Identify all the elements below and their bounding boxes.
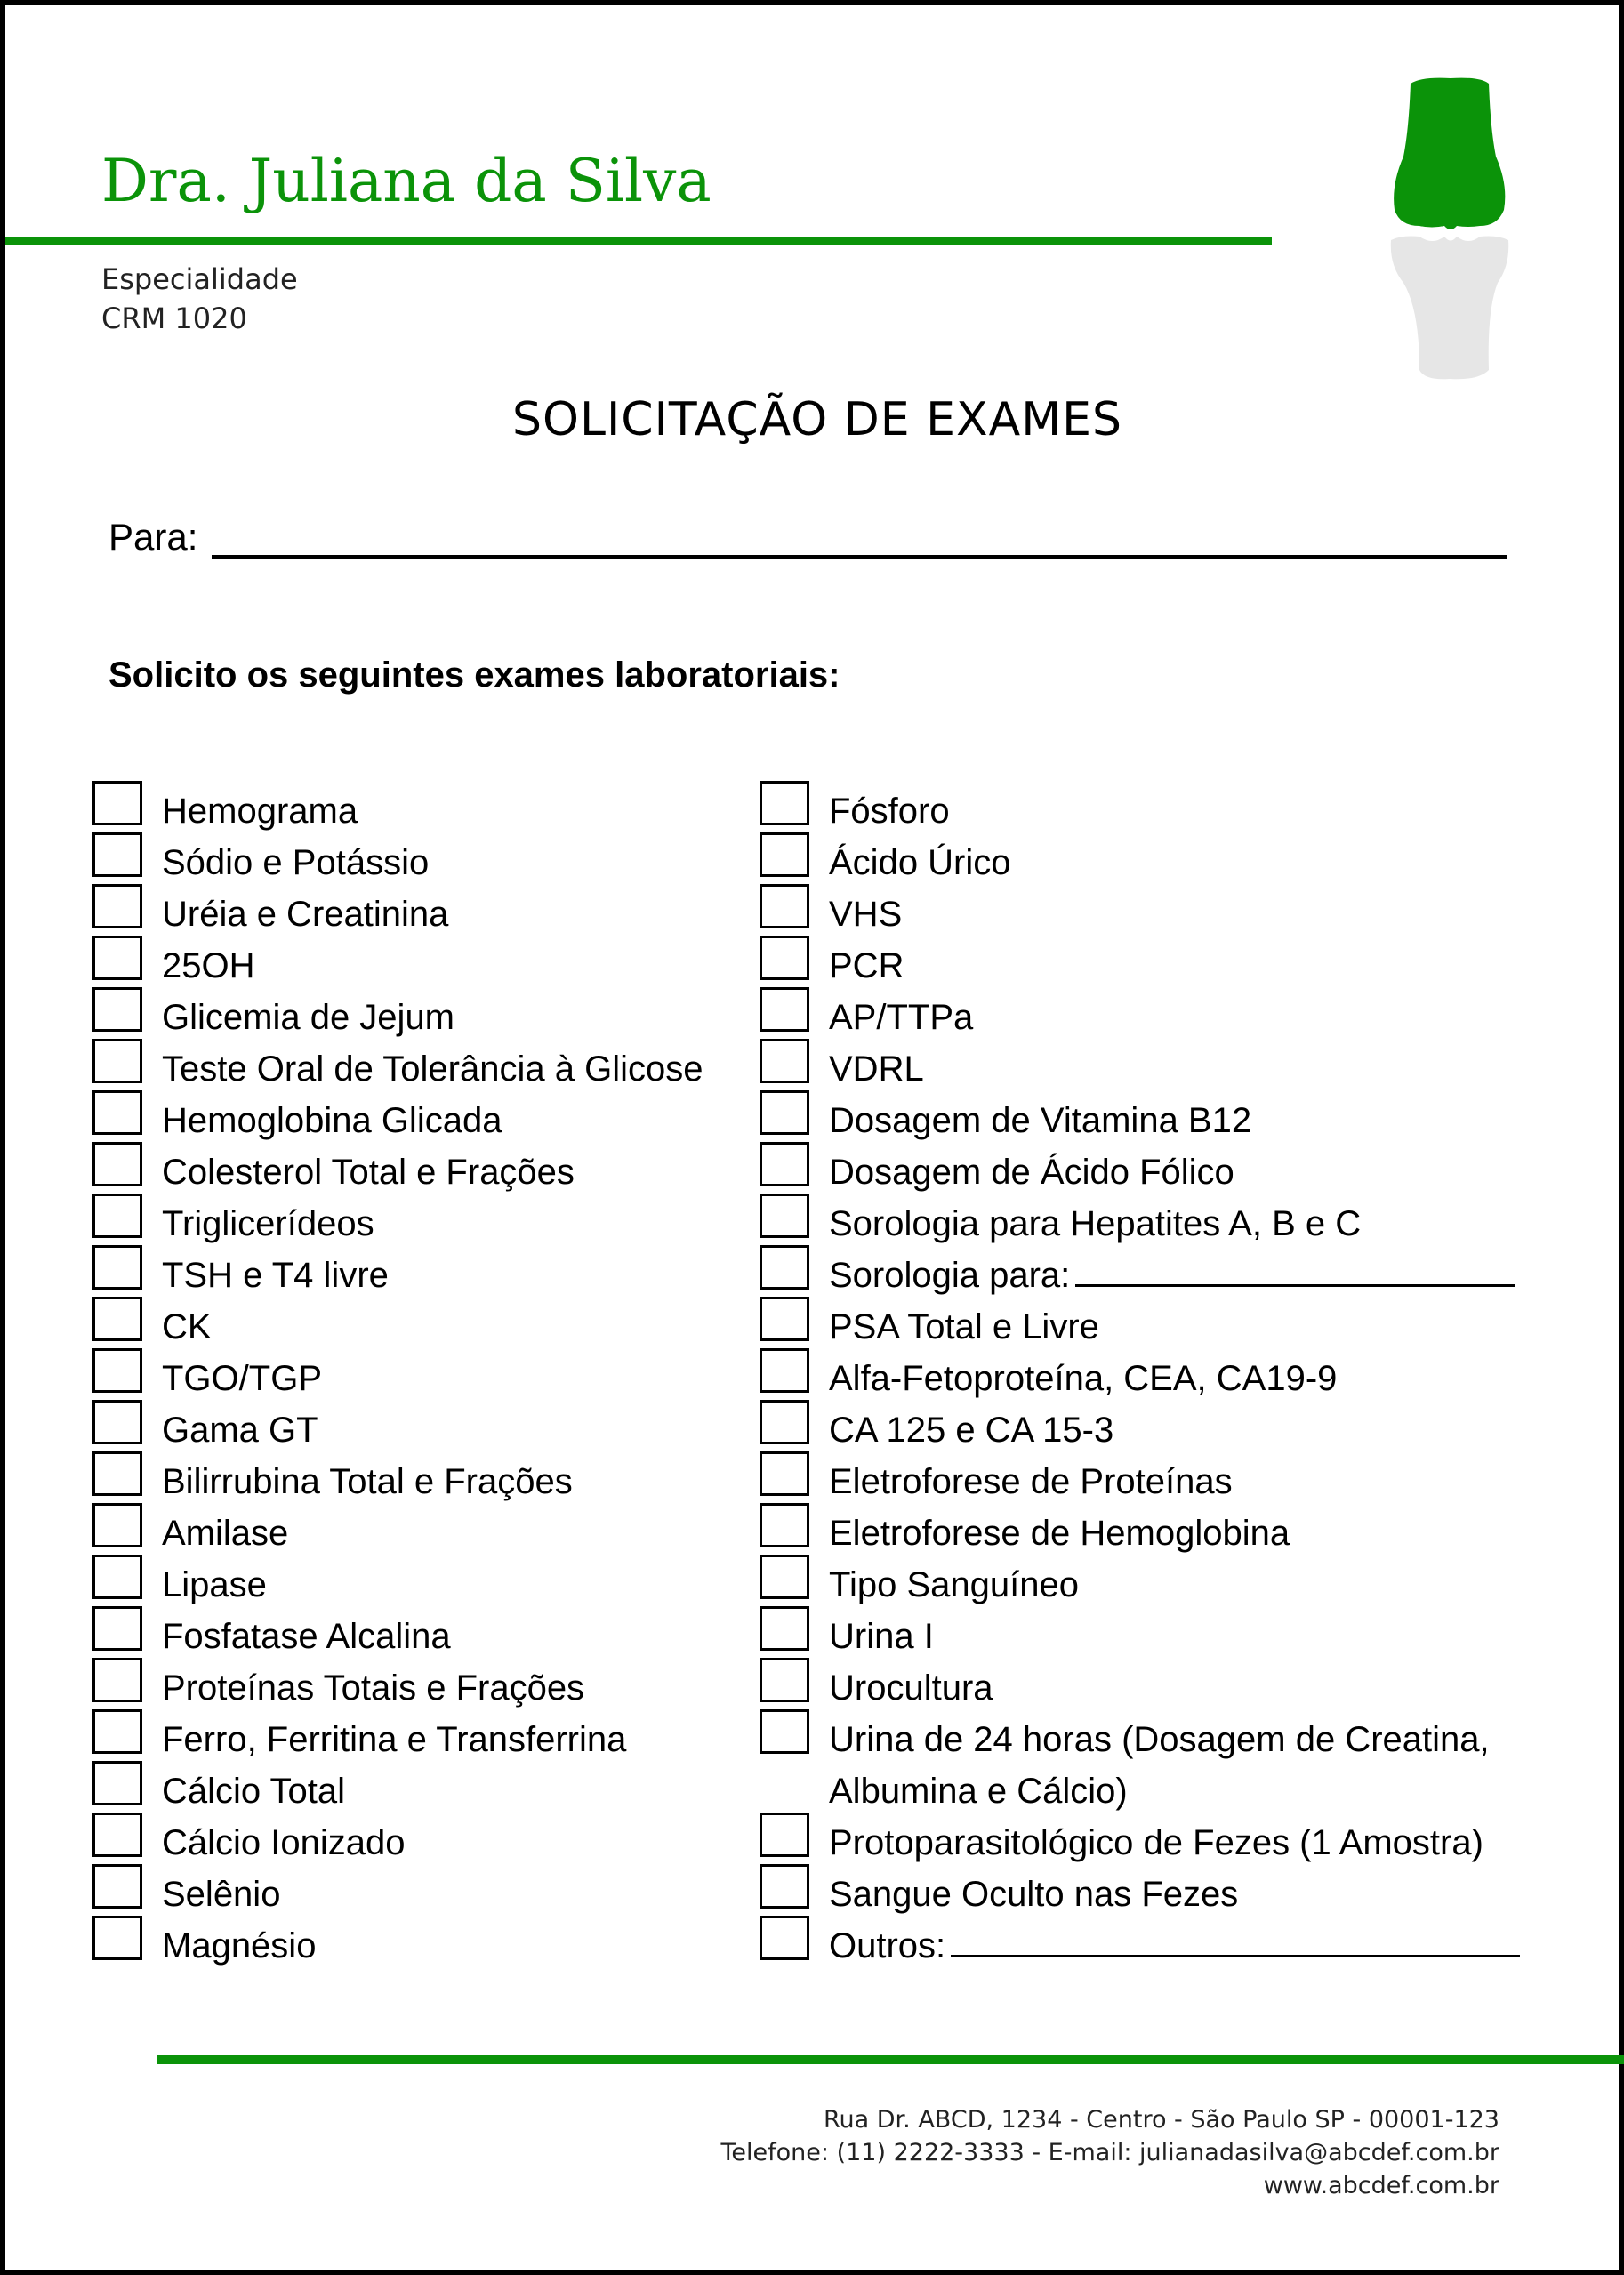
knee-joint-icon	[1384, 76, 1517, 383]
exam-checkbox[interactable]	[760, 1864, 809, 1909]
exam-checkbox[interactable]	[92, 1606, 142, 1651]
exam-checkbox[interactable]	[760, 936, 809, 980]
exam-checkbox[interactable]	[92, 1916, 142, 1960]
exam-item	[758, 932, 1558, 984]
exam-checkbox[interactable]	[760, 1245, 809, 1290]
exam-checkbox[interactable]	[92, 1142, 142, 1186]
exam-item	[758, 1242, 1558, 1293]
exam-checkbox[interactable]	[92, 987, 142, 1032]
exam-label: Fosfatase Alcalina	[162, 1617, 451, 1656]
exam-label: Urina I	[829, 1617, 934, 1656]
exam-label: Alfa-Fetoproteína, CEA, CA19-9	[829, 1359, 1338, 1398]
doctor-name: Dra. Juliana da Silva	[101, 147, 712, 215]
exam-label: Tipo Sanguíneo	[829, 1565, 1079, 1604]
exam-label: Bilirrubina Total e Frações	[162, 1462, 573, 1501]
sorologia-label: Sorologia para:	[829, 1256, 1071, 1295]
exam-label: Magnésio	[162, 1926, 317, 1966]
exam-item	[91, 777, 731, 829]
exam-item	[758, 1138, 1558, 1190]
exam-item	[758, 777, 1558, 829]
exam-checkbox[interactable]	[92, 1245, 142, 1290]
request-intro: Solicito os seguintes exames laboratoriais:	[109, 655, 840, 695]
exam-label: Ferro, Ferritina e Transferrina	[162, 1720, 627, 1759]
exam-item	[758, 1551, 1558, 1603]
exam-checkbox[interactable]	[760, 1555, 809, 1599]
exam-item	[91, 1551, 731, 1603]
exam-checkbox[interactable]	[760, 781, 809, 825]
exam-label: TSH e T4 livre	[162, 1256, 389, 1295]
exam-label: Urocultura	[829, 1668, 993, 1708]
exam-label: CK	[162, 1307, 212, 1347]
exam-item	[91, 1861, 731, 1912]
exam-label: VHS	[829, 895, 903, 934]
exam-item	[91, 1654, 731, 1706]
exam-item	[758, 1861, 1558, 1912]
exam-checkbox[interactable]	[92, 1297, 142, 1341]
exam-label: Sorologia para Hepatites A, B e C	[829, 1204, 1362, 1243]
exam-checkbox[interactable]	[92, 1864, 142, 1909]
footer-website[interactable]: www.abcdef.com.br	[1263, 2172, 1499, 2199]
exam-label: Protoparasitológico de Fezes (1 Amostra)	[829, 1823, 1483, 1862]
exam-checkbox[interactable]	[760, 1709, 809, 1754]
exam-checkbox[interactable]	[92, 781, 142, 825]
footer-address: Rua Dr. ABCD, 1234 - Centro - São Paulo SP - 00001-123	[823, 2106, 1499, 2134]
exam-label	[829, 1920, 1520, 1972]
exam-label: Glicemia de Jejum	[162, 998, 455, 1037]
exam-item	[758, 1087, 1558, 1138]
exam-item	[758, 1035, 1558, 1087]
exam-item	[91, 932, 731, 984]
exam-checkbox[interactable]	[760, 987, 809, 1032]
exam-label: Proteínas Totais e Frações	[162, 1668, 585, 1708]
femur-bone-shape	[1394, 78, 1505, 229]
exam-item	[91, 1912, 731, 1964]
exam-checkbox[interactable]	[92, 1400, 142, 1444]
exam-checkbox[interactable]	[92, 1194, 142, 1238]
exam-label: Lipase	[162, 1565, 267, 1604]
exam-label-line-2: Albumina e Cálcio)	[829, 1772, 1128, 1811]
exam-label: Hemoglobina Glicada	[162, 1101, 502, 1140]
exam-checkbox[interactable]	[92, 1503, 142, 1547]
exam-checkbox[interactable]	[760, 1348, 809, 1393]
exam-label: Teste Oral de Tolerância à Glicose	[162, 1049, 703, 1089]
exam-checkbox[interactable]	[92, 832, 142, 877]
exam-label-line-1: Urina de 24 horas (Dosagem de Creatina,	[829, 1720, 1490, 1759]
para-input-line[interactable]	[212, 555, 1507, 559]
exam-label: Ácido Úrico	[829, 843, 1011, 882]
exam-item	[91, 880, 731, 932]
exam-item	[758, 984, 1558, 1035]
exam-label: Cálcio Ionizado	[162, 1823, 406, 1862]
exam-item	[758, 1396, 1558, 1448]
exam-label: AP/TTPa	[829, 998, 974, 1037]
exam-checkbox[interactable]	[760, 1916, 809, 1960]
exam-label: Uréia e Creatinina	[162, 895, 449, 934]
exam-checkbox[interactable]	[92, 1658, 142, 1702]
exam-checkbox[interactable]	[92, 1555, 142, 1599]
exam-label: Colesterol Total e Frações	[162, 1153, 575, 1192]
exam-checkbox[interactable]	[760, 1142, 809, 1186]
outros-input-line[interactable]	[951, 1955, 1520, 1957]
exam-item	[758, 1190, 1558, 1242]
header-divider	[5, 237, 1272, 245]
exam-checkbox[interactable]	[760, 884, 809, 928]
footer-divider	[157, 2055, 1624, 2064]
exam-label	[829, 1714, 1490, 1817]
para-label: Para:	[109, 516, 198, 558]
exam-label: PCR	[829, 946, 904, 985]
exam-label: Dosagem de Vitamina B12	[829, 1101, 1252, 1140]
exam-checkbox[interactable]	[92, 1348, 142, 1393]
exam-item	[758, 1345, 1558, 1396]
exam-item	[91, 1138, 731, 1190]
exam-checkbox[interactable]	[760, 1606, 809, 1651]
exam-checkbox[interactable]	[92, 884, 142, 928]
exam-checkbox[interactable]	[92, 1039, 142, 1083]
exam-item	[91, 984, 731, 1035]
exam-label: Sangue Oculto nas Fezes	[829, 1875, 1239, 1914]
exam-checkbox[interactable]	[760, 1297, 809, 1341]
outros-label: Outros:	[829, 1926, 946, 1966]
exam-checkbox[interactable]	[760, 1451, 809, 1496]
exam-list-right	[758, 777, 1558, 1964]
exam-item	[758, 1706, 1558, 1809]
exam-item	[758, 829, 1558, 880]
exam-label: 25OH	[162, 946, 255, 985]
footer-contact: Telefone: (11) 2222-3333 - E-mail: julianadasilva@abcdef.com.br	[720, 2139, 1499, 2166]
exam-checkbox[interactable]	[92, 1090, 142, 1135]
exam-item	[758, 1809, 1558, 1861]
exam-item	[91, 829, 731, 880]
exam-list-left	[91, 777, 731, 1964]
exam-item	[91, 1603, 731, 1654]
exam-label: Cálcio Total	[162, 1772, 346, 1811]
form-title: SOLICITAÇÃO DE EXAMES	[512, 393, 1122, 446]
exam-item	[91, 1757, 731, 1809]
exam-label: Triglicerídeos	[162, 1204, 374, 1243]
exam-item	[91, 1035, 731, 1087]
exam-item	[91, 1242, 731, 1293]
exam-checkbox[interactable]	[760, 1400, 809, 1444]
exam-label: CA 125 e CA 15-3	[829, 1411, 1114, 1450]
exam-item	[91, 1448, 731, 1499]
exam-item	[758, 1603, 1558, 1654]
exam-label: Amilase	[162, 1514, 289, 1553]
exam-label: TGO/TGP	[162, 1359, 322, 1398]
sorologia-input-line[interactable]	[1075, 1284, 1515, 1287]
exam-checkbox[interactable]	[760, 832, 809, 877]
exam-item	[91, 1190, 731, 1242]
exam-label: Gama GT	[162, 1411, 318, 1450]
exam-checkbox[interactable]	[92, 1709, 142, 1754]
exam-label: Eletroforese de Hemoglobina	[829, 1514, 1290, 1553]
exam-item	[91, 1706, 731, 1757]
crm-number: CRM 1020	[101, 301, 247, 335]
exam-checkbox[interactable]	[92, 1761, 142, 1805]
exam-checkbox[interactable]	[760, 1039, 809, 1083]
exam-item	[758, 1654, 1558, 1706]
exam-checkbox[interactable]	[760, 1090, 809, 1135]
exam-item	[758, 1912, 1558, 1964]
exam-item	[91, 1293, 731, 1345]
exam-label: VDRL	[829, 1049, 924, 1089]
tibia-bone-shape	[1391, 237, 1508, 380]
exam-item	[91, 1396, 731, 1448]
exam-label: Sódio e Potássio	[162, 843, 430, 882]
exam-label: Fósforo	[829, 792, 950, 831]
exam-checkbox[interactable]	[760, 1194, 809, 1238]
exam-item	[91, 1499, 731, 1551]
exam-checkbox[interactable]	[92, 1813, 142, 1857]
exam-item	[91, 1345, 731, 1396]
exam-item	[758, 880, 1558, 932]
exam-item	[758, 1448, 1558, 1499]
exam-label: Dosagem de Ácido Fólico	[829, 1153, 1234, 1192]
exam-label: Eletroforese de Proteínas	[829, 1462, 1233, 1501]
exam-label: Selênio	[162, 1875, 281, 1914]
exam-checkbox[interactable]	[760, 1503, 809, 1547]
exam-item	[91, 1087, 731, 1138]
exam-label: Hemograma	[162, 792, 358, 831]
exam-item	[758, 1293, 1558, 1345]
exam-item	[91, 1809, 731, 1861]
exam-item	[758, 1499, 1558, 1551]
exam-label: PSA Total e Livre	[829, 1307, 1099, 1347]
exam-checkbox[interactable]	[92, 1451, 142, 1496]
specialty: Especialidade	[101, 262, 298, 296]
exam-checkbox[interactable]	[760, 1813, 809, 1857]
exam-checkbox[interactable]	[92, 936, 142, 980]
exam-checkbox[interactable]	[760, 1658, 809, 1702]
